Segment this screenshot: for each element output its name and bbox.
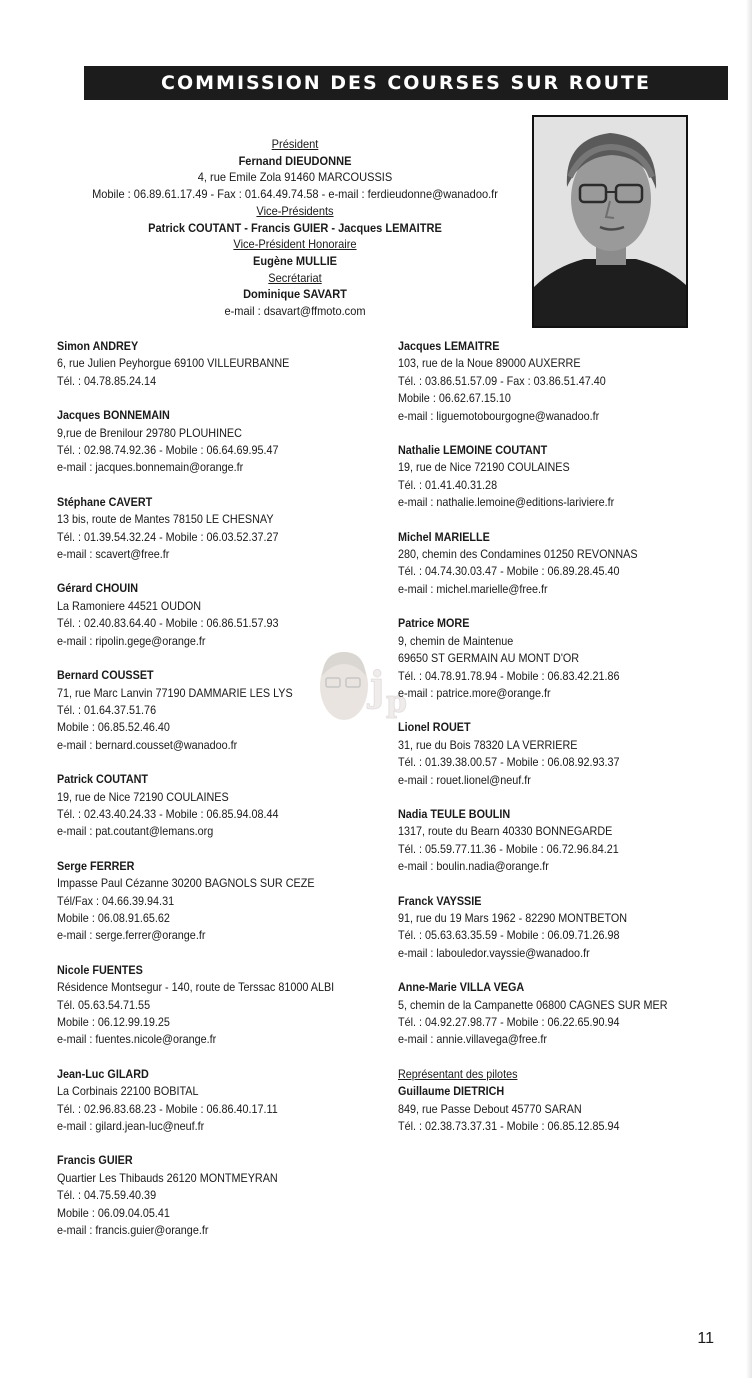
member-entry: [398, 979, 704, 1049]
page-edge: [746, 0, 752, 1378]
member-name: Jean-Luc GILARD: [57, 1066, 149, 1081]
members-left-column: [57, 338, 363, 1256]
member-detail-line: Tél. : 01.39.38.00.57 - Mobile : 06.08.92.93.37: [398, 755, 620, 770]
member-name: Nadia TEULE BOULIN: [398, 806, 511, 821]
member-detail-line: e-mail : michel.marielle@free.fr: [398, 581, 548, 596]
member-detail-line: e-mail : liguemotobourgogne@wanadoo.fr: [398, 408, 600, 423]
member-detail-line: e-mail : gilard.jean-luc@neuf.fr: [57, 1119, 205, 1134]
member-detail-line: Tél. : 04.75.59.40.39: [57, 1188, 157, 1203]
member-entry: [57, 580, 363, 650]
member-name: Michel MARIELLE: [398, 529, 490, 544]
representative-detail-line: 849, rue Passe Debout 45770 SARAN: [398, 1101, 582, 1116]
member-detail-line: Mobile : 06.09.04.05.41: [57, 1205, 170, 1220]
member-detail-line: Tél. : 05.63.63.35.59 - Mobile : 06.09.71.26.98: [398, 928, 620, 943]
member-detail-line: 19, rue de Nice 72190 COULAINES: [398, 460, 570, 475]
member-detail-line: 71, rue Marc Lanvin 77190 DAMMARIE LES LYS: [57, 685, 293, 700]
member-detail-line: La Ramoniere 44521 OUDON: [57, 598, 202, 613]
president-contact: Mobile : 06.89.61.17.49 - Fax : 01.64.49.74.58 - e-mail : ferdieudonne@wanadoo.fr: [92, 187, 498, 202]
member-detail-line: e-mail : nathalie.lemoine@editions-lariviere.fr: [398, 495, 615, 510]
member-detail-line: Tél. : 02.40.83.64.40 - Mobile : 06.86.51.57.93: [57, 616, 279, 631]
member-detail-line: Quartier Les Thibauds 26120 MONTMEYRAN: [57, 1170, 278, 1185]
member-detail-line: Tél. : 05.59.77.11.36 - Mobile : 06.72.96.84.21: [398, 841, 619, 856]
secretariat-email: e-mail : dsavart@ffmoto.com: [224, 304, 366, 319]
vice-presidents-role: Vice-Présidents: [256, 203, 334, 218]
member-entry: [57, 494, 363, 564]
member-detail-line: e-mail : scavert@free.fr: [57, 547, 170, 562]
member-detail-line: Tél. : 04.78.91.78.94 - Mobile : 06.83.42.21.86: [398, 668, 620, 683]
member-detail-line: e-mail : boulin.nadia@orange.fr: [398, 859, 549, 874]
president-name: Fernand DIEUDONNE: [238, 153, 352, 168]
member-detail-line: 91, rue du 19 Mars 1962 - 82290 MONTBETON: [398, 910, 628, 925]
member-name: Serge FERRER: [57, 858, 135, 873]
vice-presidents-names: Patrick COUTANT - Francis GUIER - Jacques LEMAITRE: [148, 220, 442, 235]
member-detail-line: Résidence Montsegur - 140, route de Terssac 81000 ALBI: [57, 980, 335, 995]
member-detail-line: Tél. : 04.74.30.03.47 - Mobile : 06.89.28.45.40: [398, 564, 620, 579]
president-role: Président: [271, 137, 319, 151]
representative-name: Guillaume DIETRICH: [398, 1084, 505, 1099]
member-entry: [398, 893, 704, 963]
member-entry: [57, 667, 363, 754]
member-detail-line: Tél. : 02.96.83.68.23 - Mobile : 06.86.40.17.11: [57, 1101, 278, 1116]
member-entry: [398, 806, 704, 876]
member-detail-line: Mobile : 06.12.99.19.25: [57, 1015, 170, 1029]
honorary-vp-name: Eugène MULLIE: [252, 253, 338, 268]
page-number: 11: [697, 1330, 714, 1347]
secretariat-name: Dominique SAVART: [243, 287, 347, 302]
member-entry: [398, 719, 704, 789]
member-detail-line: Impasse Paul Cézanne 30200 BAGNOLS SUR CEZE: [57, 876, 315, 891]
member-detail-line: e-mail : bernard.cousset@wanadoo.fr: [57, 737, 238, 752]
member-detail-line: e-mail : labouledor.vayssie@wanadoo.fr: [398, 945, 590, 960]
member-detail-line: Tél. : 01.39.54.32.24 - Mobile : 06.03.52.37.27: [57, 529, 279, 544]
member-entry: [57, 962, 363, 1049]
member-detail-line: 31, rue du Bois 78320 LA VERRIERE: [398, 737, 578, 752]
member-detail-line: 1317, route du Bearn 40330 BONNEGARDE: [398, 824, 613, 839]
member-name: Patrick COUTANT: [57, 772, 149, 787]
member-detail-line: Tél. : 03.86.51.57.09 - Fax : 03.86.51.47.40: [398, 373, 606, 388]
member-detail-line: 19, rue de Nice 72190 COULAINES: [57, 789, 229, 804]
member-detail-line: Tél. 05.63.54.71.55: [57, 997, 151, 1012]
member-name: Simon ANDREY: [57, 339, 139, 353]
member-entry: [398, 338, 704, 425]
member-name: Jacques BONNEMAIN: [57, 408, 170, 423]
member-name: Gérard CHOUIN: [57, 581, 139, 596]
member-name: Franck VAYSSIE: [398, 893, 482, 908]
svg-text:j: j: [370, 663, 385, 710]
member-name: Anne-Marie VILLA VEGA: [398, 980, 525, 995]
president-portrait: [532, 115, 688, 328]
secretariat-role: Secrétariat: [268, 270, 322, 285]
member-detail-line: 6, rue Julien Peyhorgue 69100 VILLEURBANNE: [57, 356, 290, 371]
member-detail-line: La Corbinais 22100 BOBITAL: [57, 1084, 199, 1099]
member-entry: [398, 442, 704, 512]
member-detail-line: e-mail : ripolin.gege@orange.fr: [57, 633, 206, 648]
member-detail-line: e-mail : annie.villavega@free.fr: [398, 1032, 548, 1047]
member-detail-line: 9, chemin de Maintenue: [398, 633, 514, 648]
member-detail-line: e-mail : francis.guier@orange.fr: [57, 1223, 209, 1238]
member-name: Francis GUIER: [57, 1153, 133, 1168]
section-banner: COMMISSION DES COURSES SUR ROUTE: [84, 66, 728, 100]
member-detail-line: 5, chemin de la Campanette 06800 CAGNES SUR MER: [398, 997, 668, 1012]
member-detail-line: Tél/Fax : 04.66.39.94.31: [57, 893, 175, 908]
member-entry: [57, 771, 363, 841]
member-entry: [398, 529, 704, 599]
member-entry: [57, 1066, 363, 1136]
member-detail-line: Mobile : 06.85.52.46.40: [57, 720, 170, 735]
member-detail-line: e-mail : patrice.more@orange.fr: [398, 685, 551, 700]
member-detail-line: e-mail : fuentes.nicole@orange.fr: [57, 1032, 217, 1047]
member-entry: [57, 858, 363, 945]
member-detail-line: 280, chemin des Condamines 01250 REVONNAS: [398, 547, 638, 562]
member-detail-line: 69650 ST GERMAIN AU MONT D'OR: [398, 651, 580, 666]
member-detail-line: e-mail : serge.ferrer@orange.fr: [57, 928, 206, 943]
member-name: Stéphane CAVERT: [57, 494, 153, 509]
svg-text:p: p: [386, 685, 407, 720]
member-entry: [57, 407, 363, 477]
honorary-vp-role: Vice-Président Honoraire: [233, 237, 357, 252]
member-detail-line: Mobile : 06.08.91.65.62: [57, 910, 170, 925]
member-detail-line: 103, rue de la Noue 89000 AUXERRE: [398, 356, 581, 371]
representative-detail-line: Tél. : 02.38.73.37.31 - Mobile : 06.85.12.85.94: [398, 1119, 620, 1134]
member-detail-line: Tél. : 01.41.40.31.28: [398, 477, 498, 492]
representative-role: Représentant des pilotes: [398, 1066, 518, 1081]
member-detail-line: Tél. : 02.98.74.92.36 - Mobile : 06.64.69.95.47: [57, 443, 279, 458]
members-right-column: [398, 338, 704, 1152]
member-entry: [398, 615, 704, 702]
member-detail-line: e-mail : jacques.bonnemain@orange.fr: [57, 460, 244, 475]
member-entry: [57, 1152, 363, 1239]
member-name: Nathalie LEMOINE COUTANT: [398, 443, 548, 458]
pilot-representative: [398, 1066, 704, 1136]
member-name: Nicole FUENTES: [57, 962, 143, 977]
member-name: Bernard COUSSET: [57, 668, 154, 683]
member-detail-line: e-mail : pat.coutant@lemans.org: [57, 824, 214, 839]
member-detail-line: Tél. : 02.43.40.24.33 - Mobile : 06.85.94.08.44: [57, 806, 279, 821]
member-detail-line: 9,rue de Brenilour 29780 PLOUHINEC: [57, 425, 242, 440]
president-address: 4, rue Emile Zola 91460 MARCOUSSIS: [197, 170, 393, 185]
member-entry: [57, 338, 363, 390]
member-detail-line: Tél. : 04.78.85.24.14: [57, 373, 157, 388]
member-name: Patrice MORE: [398, 616, 470, 631]
member-detail-line: Mobile : 06.62.67.15.10: [398, 391, 511, 406]
member-detail-line: Tél. : 04.92.27.98.77 - Mobile : 06.22.65.90.94: [398, 1015, 620, 1029]
member-detail-line: Tél. : 01.64.37.51.76: [57, 702, 157, 717]
member-detail-line: 13 bis, route de Mantes 78150 LE CHESNAY: [57, 512, 274, 527]
leadership-block: [60, 136, 529, 320]
member-name: Lionel ROUET: [398, 720, 471, 735]
member-detail-line: e-mail : rouet.lionel@neuf.fr: [398, 772, 531, 787]
member-name: Jacques LEMAITRE: [398, 339, 500, 353]
